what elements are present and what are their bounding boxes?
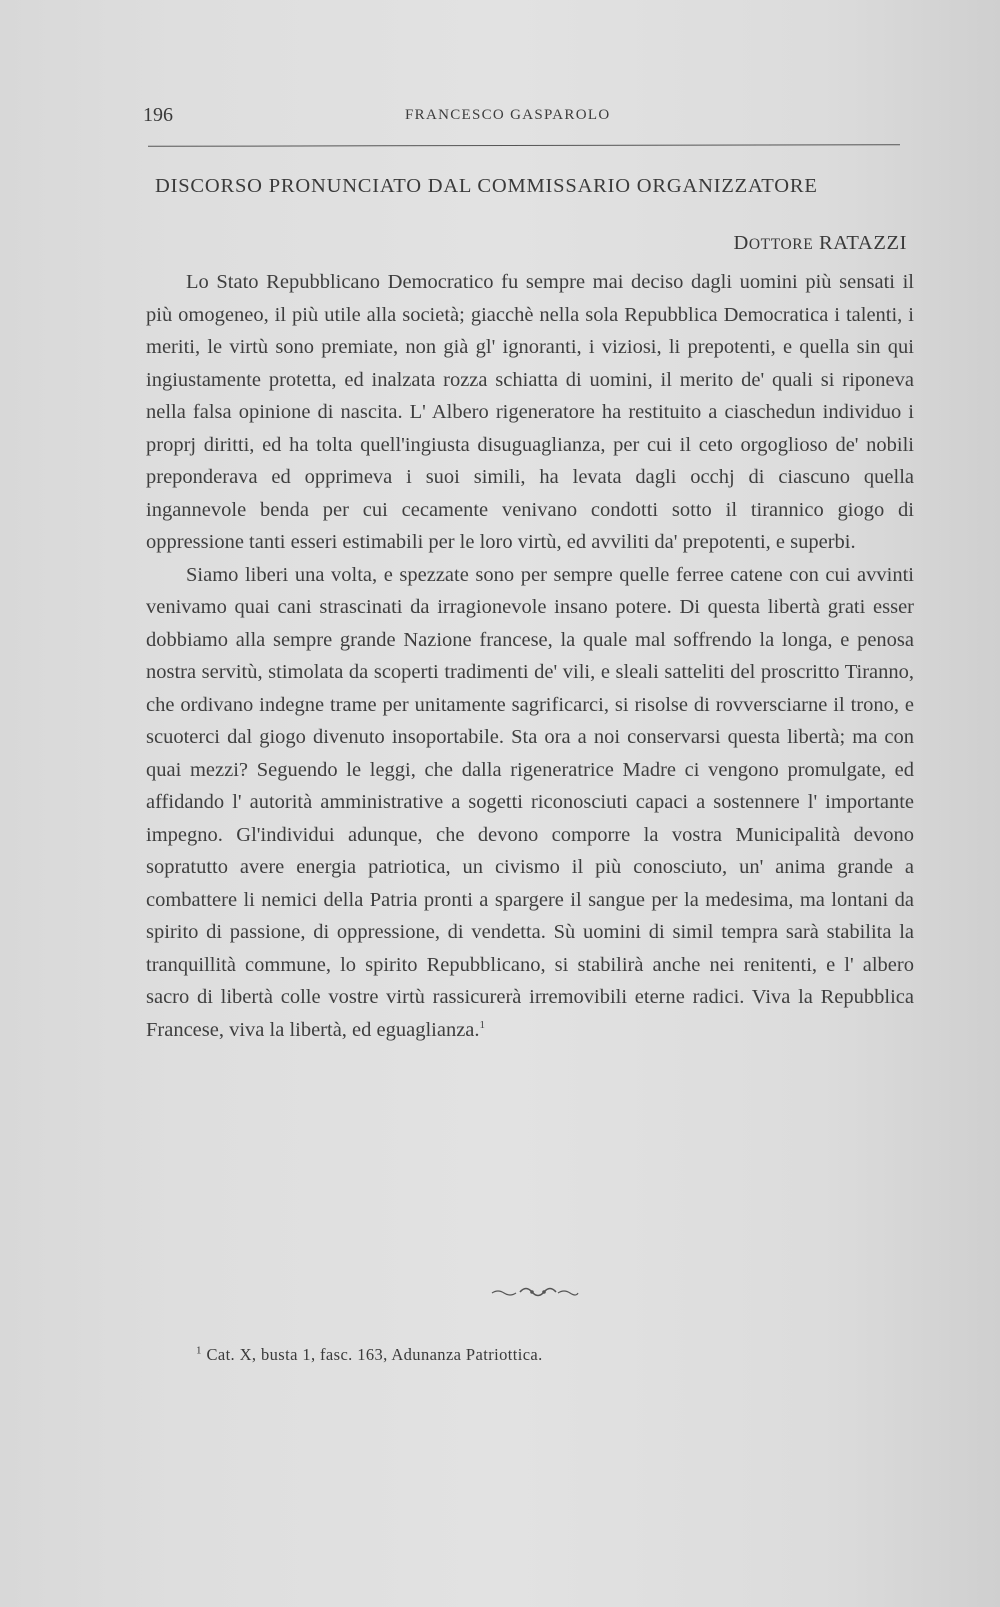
footnote-marker: 1 bbox=[196, 1344, 202, 1357]
footnote bbox=[196, 1345, 543, 1365]
paragraph-2-text: Siamo liberi una volta, e spezzate sono per sempre quelle ferree catene con cui avvinti venivamo quai cani strascinati da irragionevole insano potere. Di questa libertà grati esser dobbiamo alla sempre grande Nazione francese, la quale mal soffrendo la longa, e penosa nostra servitù, stimolata da scoperti tradimenti de' vili, e sleali satteliti del proscritto Tiranno, che ordivano indegne trame per unitamente sagrificarci, si risolse di rovversciarne il trono, e scuoterci dal giogo divenuto insoportabile. Sta ora a noi conservarsi questa libertà; ma con quai mezzi? Seguendo le leggi, che dalla rigeneratrice Madre ci vengono promulgate, ed affidando l' autorità amministrative a sogetti riconosciuti capaci a sostennere l' importante impegno. Gl'individui adunque, che devono comporre la vostra Municipalità devono sopratutto avere energia patriotica, un civismo il più conosciuto, un' anima grande a combattere li nemici della Patria pronti a spargere il sangue per la medesima, ma lontani da spirito di passione, di oppressione, di vendetta. Sù uomini di simil tempra sarà stabilita la tranquillità commune, lo spirito Repubblicano, si stabilirà anche nei renitenti, e l' albero sacro di libertà colle vostre virtù rassicurerà irremovibili eterne radici. Viva la Repubblica Francese, viva la libertà, ed eguaglianza. bbox=[146, 563, 914, 1041]
speech-body bbox=[146, 266, 914, 1046]
paragraph-1: Lo Stato Repubblicano Democratico fu sempre mai deciso dagli uomini più sensati il più omogeneo, il più utile alla società; giacchè nella sola Repubblica Democratica i talenti, i meriti, le virtù sono premiate, non già gl' ignoranti, i viziosi, li prepotenti, e quella sin qui ingiustamente protetta, ed inalzata rozza schiatta di uomini, il merito de' quali si riponeva nella falsa opinione di nascita. L' Albero rigeneratore ha restituito a ciaschedun individuo i proprj diritti, ed ha tolta quell'ingiusta disuguaglianza, per cui il ceto orgoglioso de' nobili preponderava ed opprimeva i suoi simili, ha levata dagli occhj di ciascuno quella ingannevole benda per cui cecamente venivano condotti sotto il tirannico giogo di oppressione tanti esseri estimabili per le loro virtù, ed avviliti da' prepotenti, e superbi. bbox=[146, 271, 914, 553]
honorific-initial: D bbox=[733, 232, 749, 254]
speech-author bbox=[733, 232, 907, 255]
speech-title: DISCORSO PRONUNCIATO DAL COMMISSARIO ORGANIZZATORE bbox=[155, 175, 818, 197]
paragraph-2 bbox=[146, 559, 914, 1047]
footnote-reference: 1 bbox=[479, 1018, 486, 1031]
author-name: RATAZZI bbox=[819, 232, 907, 254]
footnote-text: Cat. X, busta 1, fasc. 163, Adunanza Patriottica. bbox=[206, 1345, 543, 1364]
page-header bbox=[143, 104, 900, 134]
fleuron-ornament-icon bbox=[490, 1283, 580, 1301]
running-head: FRANCESCO GASPAROLO bbox=[405, 107, 611, 123]
page-number: 196 bbox=[143, 104, 173, 126]
honorific-small-caps: OTTORE bbox=[748, 236, 814, 253]
header-rule bbox=[148, 144, 900, 147]
